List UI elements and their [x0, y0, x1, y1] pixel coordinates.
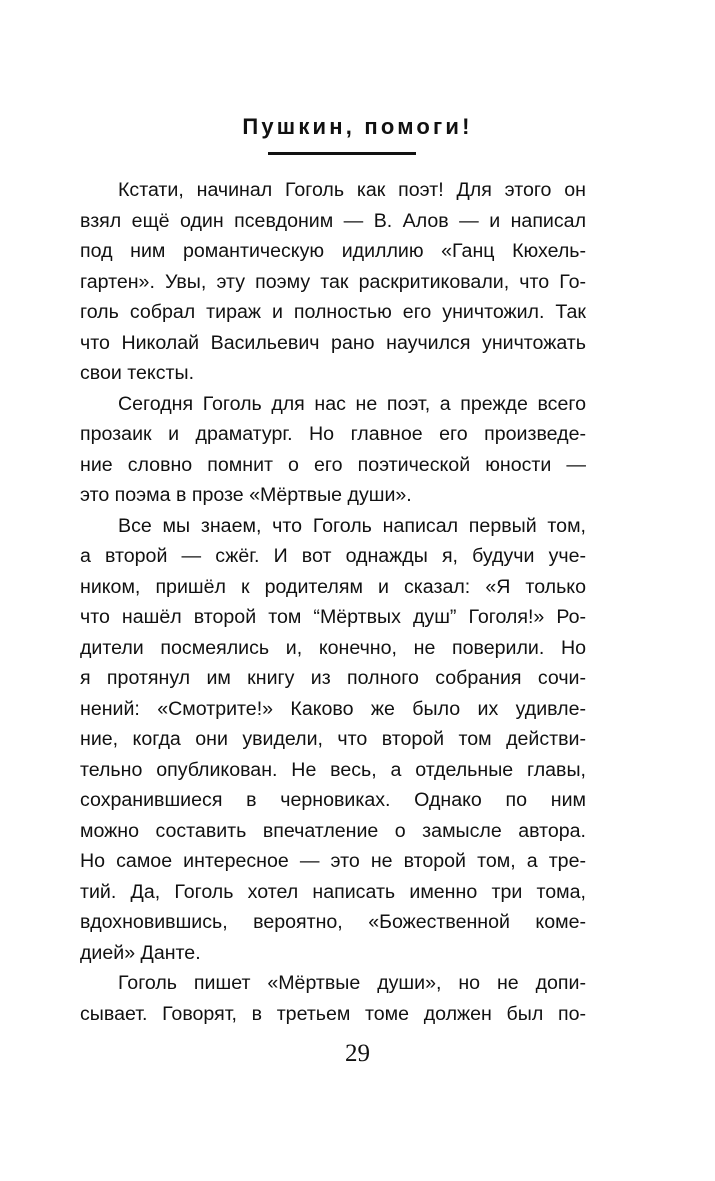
text-line: прозаик и драматург. Но главное его произведе-: [80, 423, 586, 445]
text-line: я протянул им книгу из полного собрания сочи-: [80, 667, 586, 689]
paragraph: [80, 175, 586, 389]
text-line: Но самое интересное — это не второй том, а тре-: [80, 850, 586, 872]
text-line: что нашёл второй том “Мёртвых душ” Гоголя!» Ро-: [80, 606, 586, 628]
text-line: ние словно помнит о его поэтической юности —: [80, 453, 586, 476]
text-line: Гоголь пишет «Мёртвые души», но не допи-: [118, 972, 586, 994]
text-line: дители посмеялись и, конечно, не поверили. Но: [80, 636, 586, 659]
text-line: ником, пришёл к родителям и сказал: «Я только: [80, 575, 586, 598]
text-line: нений: «Смотрите!» Каково же было их удивле-: [80, 697, 586, 720]
text-line: вдохновившись, вероятно, «Божественной коме-: [80, 911, 586, 933]
paragraph: [80, 968, 586, 1029]
text-line: Все мы знаем, что Гоголь написал первый том,: [118, 514, 586, 537]
text-line: тельно опубликован. Не весь, а отдельные главы,: [80, 758, 586, 781]
page-number: 29: [345, 1040, 370, 1067]
text-line: ние, когда они увидели, что второй том действи-: [80, 728, 586, 750]
text-line: свои тексты.: [80, 362, 195, 384]
paragraph: [80, 389, 586, 511]
paragraph: [80, 511, 586, 969]
text-line: это поэма в прозе «Мёртвые души».: [80, 484, 412, 506]
text-line: что Николай Васильевич рано научился уничтожать: [80, 331, 586, 354]
chapter-title: Пушкин, помоги!: [242, 114, 473, 139]
text-line: сохранившиеся в черновиках. Однако по ним: [80, 789, 586, 811]
text-line: взял ещё один псевдоним — В. Алов — и написал: [80, 209, 586, 232]
text-line: голь собрал тираж и полностью его уничтожил. Так: [80, 301, 586, 323]
text-line: а второй — сжёг. И вот однажды я, будучи уче-: [80, 545, 586, 567]
text-line: под ним романтическую идиллию «Ганц Кюхель-: [80, 240, 586, 262]
title-underline: [268, 152, 416, 155]
text-line: Кстати, начинал Гоголь как поэт! Для этого он: [118, 179, 586, 201]
body-text: [80, 175, 586, 1029]
text-line: сывает. Говорят, в третьем томе должен был по-: [80, 1002, 586, 1025]
text-line: дией» Данте.: [80, 941, 201, 964]
text-line: Сегодня Гоголь для нас не поэт, а прежде всего: [118, 392, 586, 415]
text-line: можно составить впечатление о замысле автора.: [80, 819, 586, 842]
text-line: гартен». Увы, эту поэму так раскритиковали, что Го-: [80, 270, 586, 293]
text-line: тий. Да, Гоголь хотел написать именно три тома,: [80, 880, 586, 903]
